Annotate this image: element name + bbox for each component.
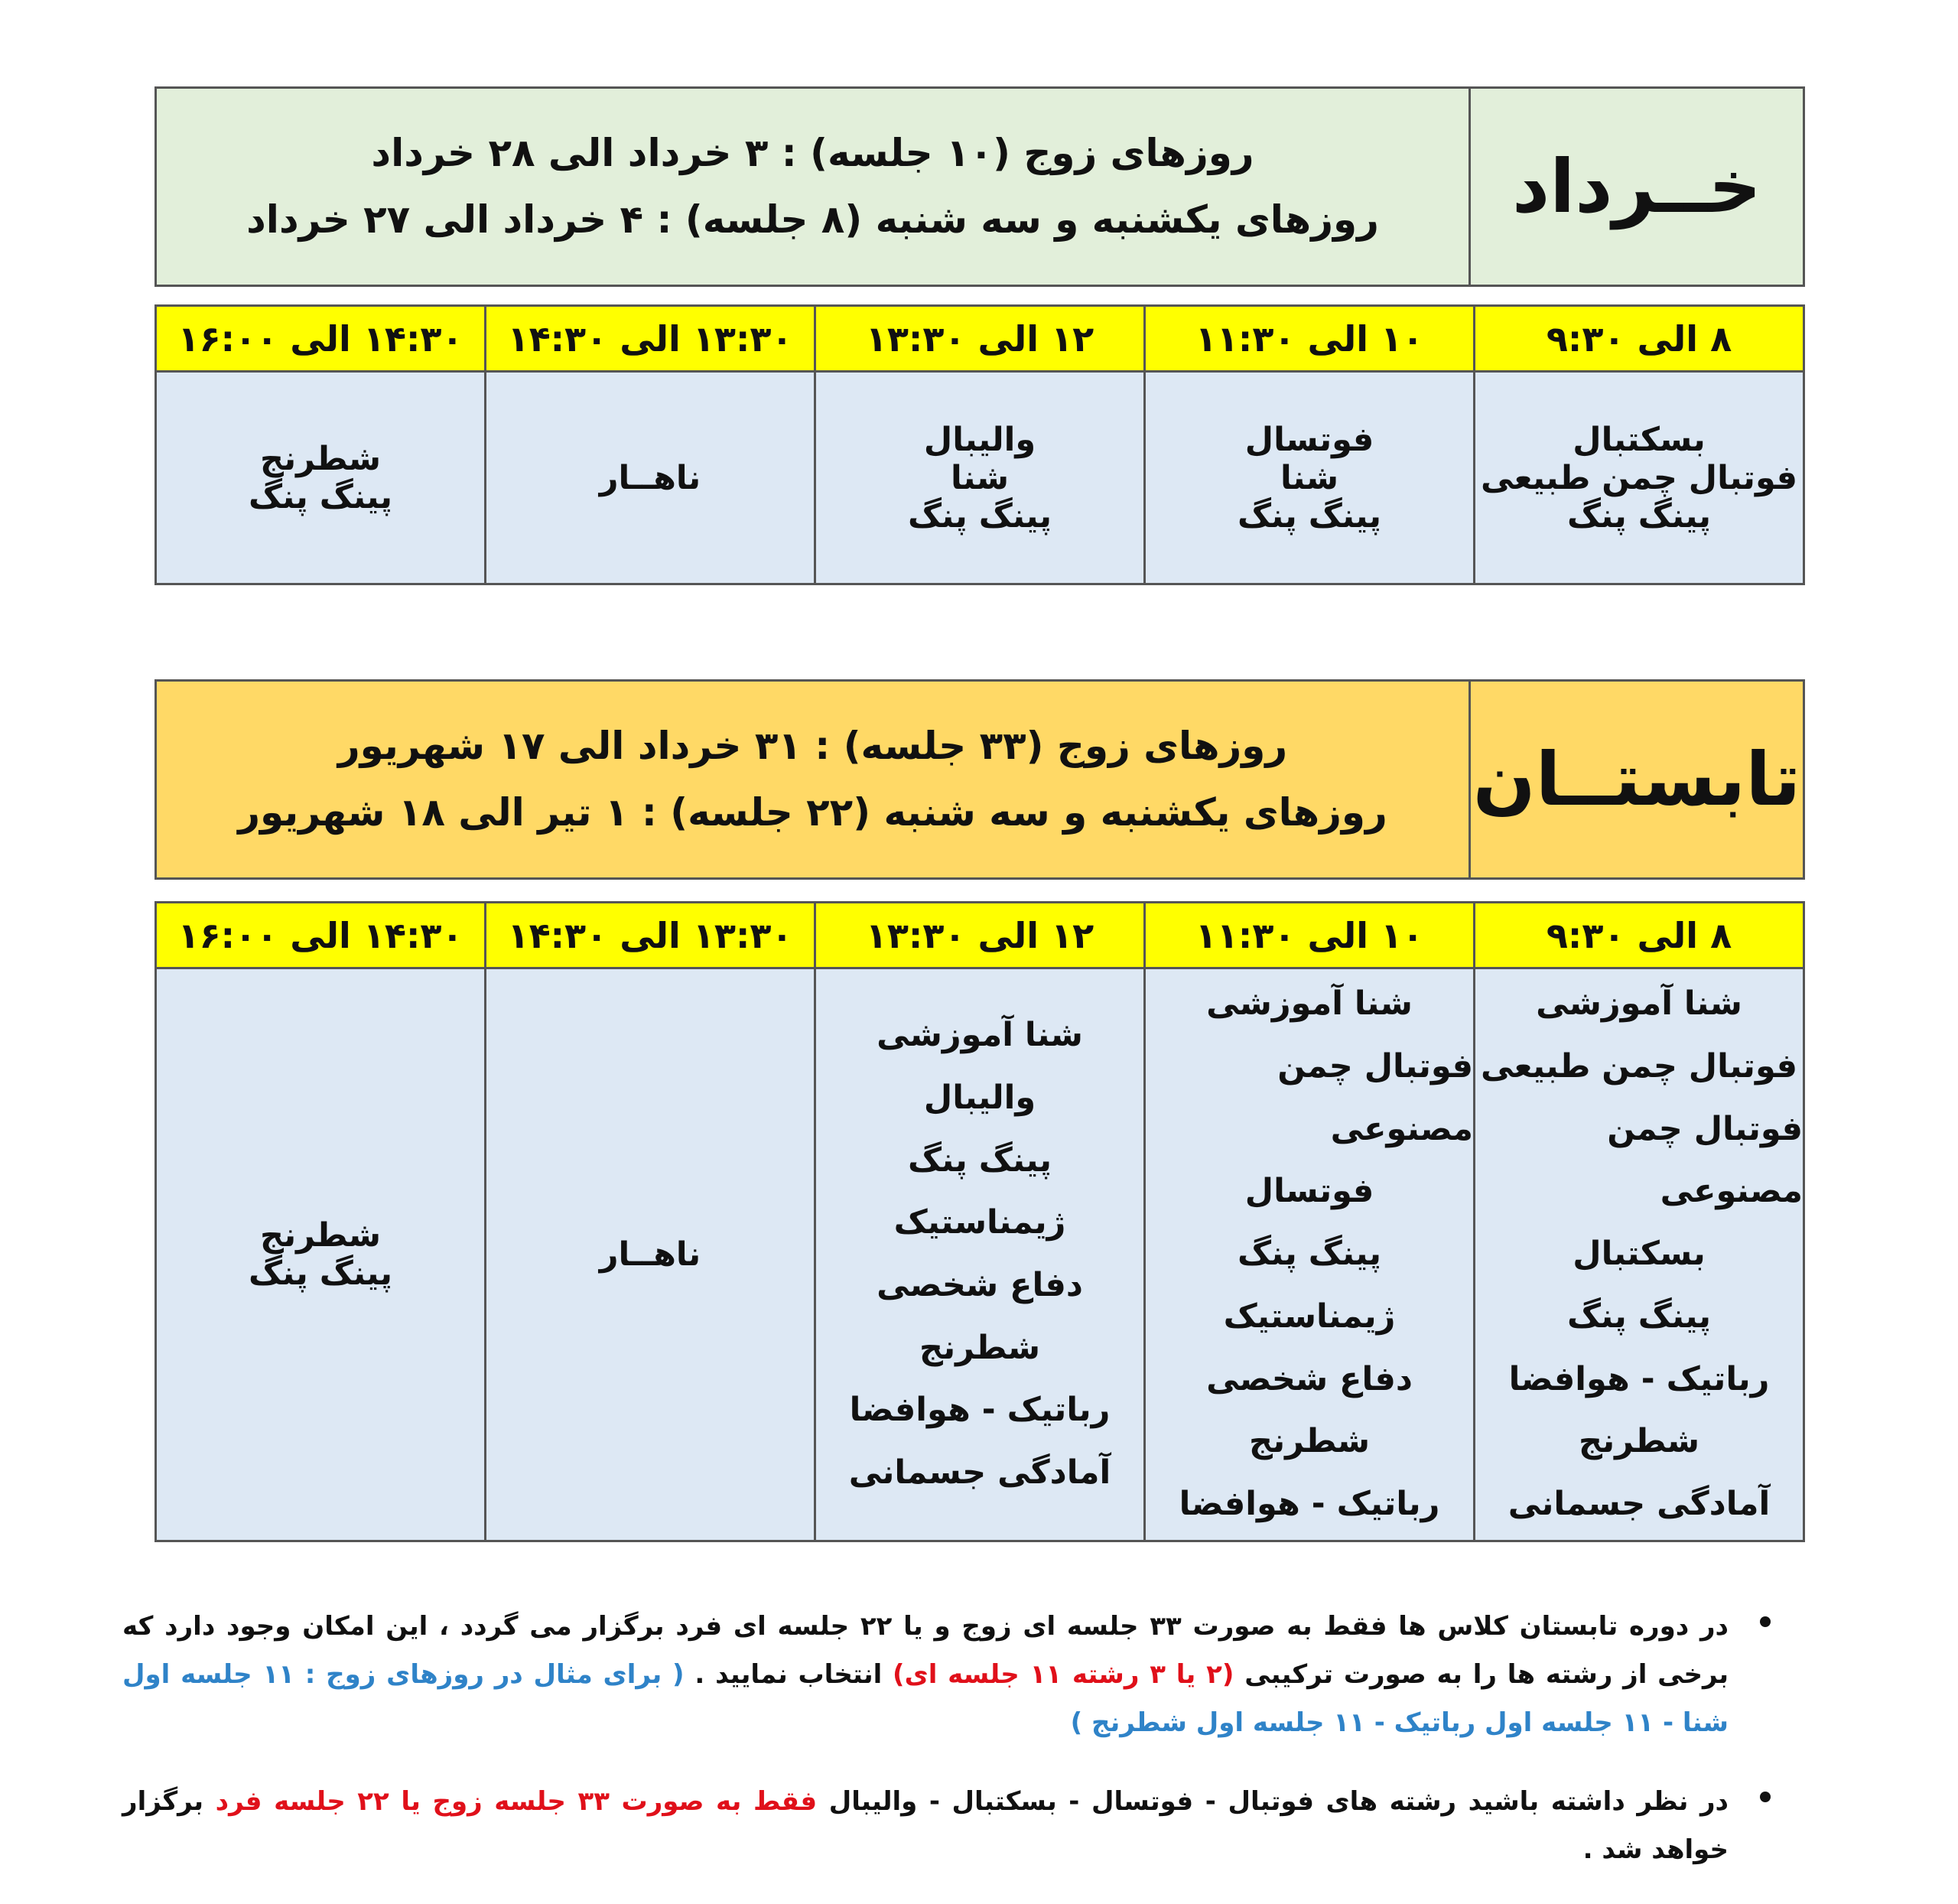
note-highlight-red: فقط به صورت ۳۳ جلسه زوج یا ۲۲ جلسه فرد <box>215 1785 818 1817</box>
khordad-title: خــرداد <box>1468 89 1803 285</box>
activity-item: پینگ پنگ <box>249 477 392 516</box>
activity-cell <box>486 373 814 583</box>
activity-cell <box>1475 969 1803 1540</box>
khordad-schedule-table <box>154 304 1805 585</box>
tabestan-line-even-days: روزهای زوج (۳۳ جلسه) : ۳۱ خرداد الی ۱۷ شهریور <box>337 723 1288 768</box>
activity-item: شطرنج <box>919 1328 1041 1367</box>
khordad-column-3 <box>814 307 1143 583</box>
activity-cell <box>157 969 484 1540</box>
activity-item: پینگ پنگ <box>908 496 1052 535</box>
activity-item: شطرنج <box>1578 1422 1700 1461</box>
activity-item: شنا <box>1280 458 1338 497</box>
khordad-line-sun-tue: روزهای یکشنبه و سه شنبه (۸ جلسه) : ۴ خرداد الی ۲۷ خرداد <box>246 197 1379 242</box>
activity-cell <box>1146 373 1473 583</box>
activity-item: ژیمناستیک <box>893 1203 1066 1242</box>
tabestan-line-sun-tue: روزهای یکشنبه و سه شنبه (۲۲ جلسه) : ۱ تیر الی ۱۸ شهریور <box>238 790 1387 835</box>
tabestan-column-4 <box>484 903 814 1540</box>
khordad-column-4 <box>484 307 814 583</box>
khordad-header <box>154 86 1805 287</box>
activity-item: فوتبال چمن مصنوعی <box>1277 1047 1473 1148</box>
time-slot-header: ۱۳:۳۰ الی ۱۴:۳۰ <box>486 307 814 373</box>
activity-item: فوتسال <box>1244 420 1374 459</box>
tabestan-column-2 <box>1143 903 1473 1540</box>
note-text: برگزار خواهد شد . <box>122 1785 1729 1865</box>
tabestan-column-5 <box>157 903 484 1540</box>
activity-item: پینگ پنگ <box>249 1255 392 1293</box>
khordad-line-even-days: روزهای زوج (۱۰ جلسه) : ۳ خرداد الی ۲۸ خرداد <box>371 130 1254 175</box>
notes-section <box>122 1603 1771 1904</box>
activity-item: رباتیک - هوافضا <box>849 1391 1111 1430</box>
activity-cell <box>157 373 484 583</box>
activity-item: دفاع شخصی <box>877 1266 1083 1304</box>
activity-item: ناهــار <box>599 458 701 497</box>
activity-item: ژیمناستیک <box>1223 1297 1396 1336</box>
activity-item: شطرنج <box>259 1216 382 1255</box>
activity-item: دفاع شخصی <box>1206 1359 1413 1398</box>
activity-item: شطرنج <box>1248 1422 1371 1461</box>
activity-item: رباتیک - هوافضا <box>1508 1359 1770 1398</box>
tabestan-section <box>154 679 1805 1542</box>
khordad-section <box>154 86 1805 585</box>
khordad-column-1 <box>1473 307 1803 583</box>
activity-item: پینگ پنگ <box>1238 1235 1381 1274</box>
time-slot-header: ۸ الی ۹:۳۰ <box>1475 903 1803 969</box>
time-slot-header: ۱۰ الی ۱۱:۳۰ <box>1146 307 1473 373</box>
note-text: در نظر داشته باشید رشته های فوتبال - فوتسال - بسکتبال - والیبال <box>828 1785 1729 1817</box>
khordad-column-2 <box>1143 307 1473 583</box>
time-slot-header: ۱۰ الی ۱۱:۳۰ <box>1146 903 1473 969</box>
activity-item: والیبال <box>923 1078 1036 1117</box>
time-slot-header: ۸ الی ۹:۳۰ <box>1475 307 1803 373</box>
activity-item: فوتسال <box>1244 1172 1374 1211</box>
tabestan-column-3 <box>814 903 1143 1540</box>
activity-cell <box>1146 969 1473 1540</box>
note-team-sports <box>122 1778 1771 1874</box>
note-highlight-red: (۲ یا ۳ رشته ۱۱ جلسه ای) <box>893 1658 1234 1690</box>
activity-cell <box>816 969 1143 1540</box>
activity-item: شنا آموزشی <box>877 1016 1083 1055</box>
activity-item: بسکتبال <box>1573 1235 1706 1274</box>
time-slot-header: ۱۲ الی ۱۳:۳۰ <box>816 307 1143 373</box>
activity-item: آمادگی جسمانی <box>848 1453 1111 1492</box>
activity-cell <box>486 969 814 1540</box>
tabestan-schedule-table <box>154 901 1805 1542</box>
khordad-dates <box>157 89 1468 285</box>
activity-item: پینگ پنگ <box>1567 496 1711 535</box>
activity-item: فوتبال چمن طبیعی <box>1480 458 1798 497</box>
activity-item: پینگ پنگ <box>908 1141 1052 1180</box>
activity-item: ناهــار <box>599 1235 701 1274</box>
time-slot-header: ۱۳:۳۰ الی ۱۴:۳۰ <box>486 903 814 969</box>
bullet-icon <box>1760 1792 1771 1802</box>
tabestan-column-1 <box>1473 903 1803 1540</box>
activity-item: پینگ پنگ <box>1567 1297 1711 1336</box>
activity-item: شنا <box>951 458 1009 497</box>
tabestan-title: تابستــان <box>1468 682 1803 877</box>
tabestan-header <box>154 679 1805 880</box>
activity-item: بسکتبال <box>1573 420 1706 459</box>
activity-cell <box>1475 373 1803 583</box>
activity-item: شطرنج <box>259 439 382 478</box>
bullet-icon <box>1760 1616 1771 1627</box>
activity-item: فوتبال چمن مصنوعی <box>1607 1109 1803 1211</box>
time-slot-header: ۱۴:۳۰ الی ۱۶:۰۰ <box>157 307 484 373</box>
note-text: در دوره تابستان کلاس ها فقط به صورت ۳۳ جلسه ای زوج و یا ۲۲ جلسه ای فرد برگزار می گردد ، این امکان وجود دارد که برخی از رشته ها را به صورت ترکیبی <box>122 1611 1729 1690</box>
activity-item: رباتیک - هوافضا <box>1179 1484 1440 1523</box>
time-slot-header: ۱۲ الی ۱۳:۳۰ <box>816 903 1143 969</box>
activity-item: فوتبال چمن طبیعی <box>1480 1047 1798 1086</box>
note-text: انتخاب نمایید . <box>694 1658 883 1690</box>
activity-item: آمادگی جسمانی <box>1508 1484 1771 1523</box>
activity-item: شنا آموزشی <box>1536 985 1742 1024</box>
khordad-column-5 <box>157 307 484 583</box>
activity-cell <box>816 373 1143 583</box>
activity-item: پینگ پنگ <box>1238 496 1381 535</box>
activity-item: والیبال <box>923 420 1036 459</box>
activity-item: شنا آموزشی <box>1206 985 1413 1024</box>
time-slot-header: ۱۴:۳۰ الی ۱۶:۰۰ <box>157 903 484 969</box>
note-combined-classes <box>122 1603 1771 1747</box>
note-example-blue: ( برای مثال در روزهای زوج : ۱۱ جلسه اول شنا - ۱۱ جلسه اول رباتیک - ۱۱ جلسه اول شطرنج ) <box>122 1658 1729 1738</box>
tabestan-dates <box>157 682 1468 877</box>
